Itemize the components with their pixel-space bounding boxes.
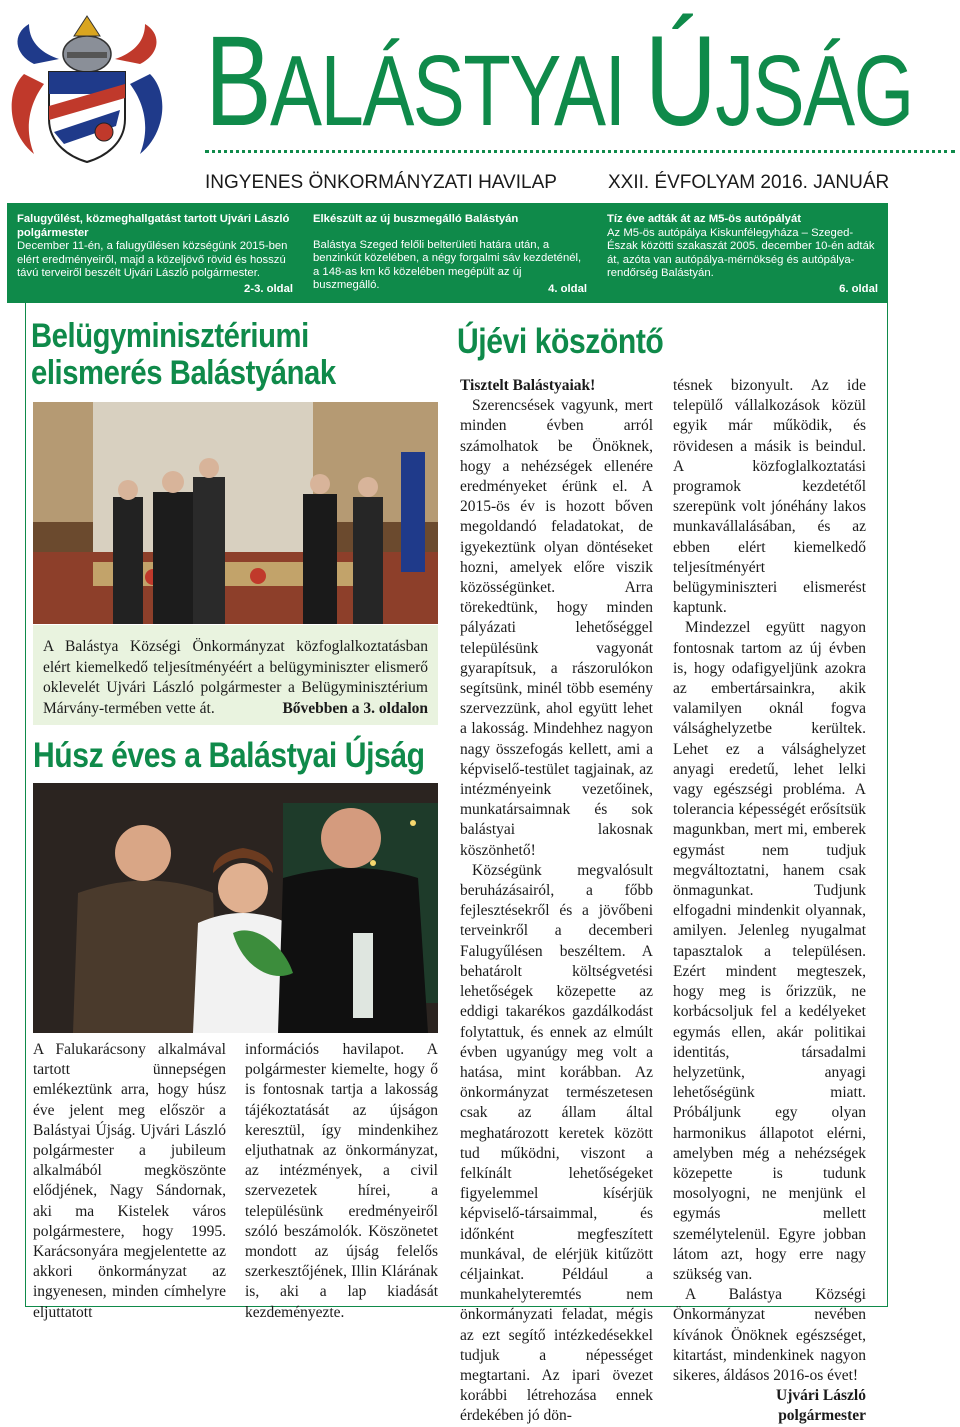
headline-new-year: Újévi köszöntő (457, 322, 664, 361)
subtitle: INGYENES ÖNKORMÁNYZATI HAVILAP (205, 172, 557, 193)
signature-name: Ujvári László (776, 1387, 866, 1405)
paragraph: A Balástya Községi Önkormányzat nevében kívánok Önöknek egészséget, kitartást, mindenkinek nagyon sikeres, áldásos 2016-os évet! (673, 1286, 866, 1384)
paragraph: tésnek bizonyult. Az ide települő vállalkozások közül egyik már működik, és rövidesen a másik is beindul. A közfoglalkoztatási programok kezdetétől szerepünk volt jónéhány lakos munkavállalásában, és az ebben elért kiemelkedő teljesítményért belügyminiszteri elismerést kaptunk. (673, 377, 866, 617)
teaser-page: 6. oldal (839, 282, 878, 295)
teaser-title: Elkészült az új buszmegálló Balástyán (313, 213, 519, 225)
headline-ministry-award: Belügyminisztériumi elismerés Balástyának (31, 317, 336, 392)
paragraph: Szerencsések vagyunk, mert minden évben arról számolhatok be Önöknek, hogy a nehézségek ellenére eredményeket érünk el. A 2015-ös év is hozott bőven megoldandó feladatokat, de igyekeztünk olyan döntéseket hozni, amelyek előre viszik közösségünket. Arra törekedtünk, hogy minden pályázati lehetőséggel településünk vagyonát gyarapítsuk, a rászorulókon segítsünk, minél több esemény szervezzünk, ahol együtt lehet a lakosság. Mindehhez nagyon nagy összefogás kellett, ami a képviselő-testület tagjainak, az intézményeink vezetőinek, munkatársaimnak és sok balástyai lakosnak köszönhető! (460, 397, 653, 859)
article-column (673, 376, 866, 1427)
teaser-box[interactable] (597, 203, 888, 303)
signature-title: polgármester (778, 1407, 866, 1425)
coat-of-arms-icon (4, 14, 170, 164)
teaser-page: 2-3. oldal (244, 282, 293, 295)
paragraph: Községünk megvalósult beruházásairól, a főbb fejlesztésekről és a jövőbeni terveinkről a decemberi Falugyűlésen beszéltem. A behatárolt költségvetési lehetőségek közepette az eddigi takarékos gazdálkodást folytattuk, és ennek az elmúlt évben ugyanúgy meg volt a hatása, mint korábban. Az önkormányzat természetesen csak az állam által meghatározott keretek között tud működni, viszont a felkínált lehetőségeket figyelemmel kísérjük képviselő-társaimmal, és időnként megfeszített munkával, de elérjük kitűzött céljainkat. Például a munkahelyteremtés nem önkormányzati feladat, mégis az ezt segítő intézkedésekkel tudjuk a népességet megtartani. Az ipari övezet korábbi létrehozása ennek érdekében jó dön- (460, 861, 653, 1425)
issue-volume: XXII. ÉVFOLYAM 2016. JANUÁR (608, 172, 890, 193)
read-more-link[interactable]: Bővebben a 3. oldalon (282, 699, 428, 717)
photo-caption (33, 625, 438, 725)
teaser-body: Balástya Szeged felőli belterületi határa után, a benzinkút közelében, a négy forgalmi sáv kezdeténél, a 148-as km kő közelében megépült az új buszmegálló. (313, 238, 582, 291)
teaser-box[interactable] (7, 203, 303, 303)
teaser-box[interactable] (303, 203, 597, 303)
teaser-title: Tíz éve adták át az M5-ös autópályát (607, 213, 801, 225)
ceremony-photo-icon (33, 402, 438, 624)
title-divider (205, 150, 955, 153)
caption-text: A Balástya Községi Önkormányzat közfoglalkoztatásban elért kiemelkedő teljesítményéért a belügyminiszter elismerő oklevelét Ujvári László polgármester a Belügyminisztérium Márvány-termében vette át. (43, 638, 428, 717)
greeting: Tisztelt Balástyaiak! (460, 377, 596, 394)
newspaper-title: BALÁSTYAI ÚJSÁG (205, 10, 913, 153)
teaser-title: Falugyűlést, közmeghallgatást tartott Ujvári László polgármester (17, 213, 290, 239)
paragraph: Mindezzel együtt nagyon fontosnak tartom az új évben is, hogy odafigyeljünk azokra az embertársainkra, akik valamilyen oknál fogva válsághelyzetbe kerültek. Lehet ez a válsághelyzet anyagi eredetű, lehet lelki vagy egészségi probléma. A tolerancia képességét erősítsük magunkban, mert mi, emberek egymást nem tudjuk megváltoztatni, hanem csak önmagunkat. Tudjunk elfogadni mindenkit olyannak, amilyen. Jelenleg nyugalmat tapasztalok a településen. Ezért mindent megteszek, hogy meg is őrizzük, ne korbácsoljuk fel a kedélyeket egymás ellen, akár politikai identitás, társadalmi helyzetünk, anyagi lehetőségünk miatt. Próbáljunk egy olyan harmonikus állapotot elérni, amelyben még a nehézségek közepette is tudunk mosolyogni, ne menjünk el egymás mellett személytelenül. Egyre jobban látom azt, hogy erre nagy szükség van. (673, 619, 866, 1283)
article-column (460, 376, 653, 1427)
article-column: információs havilapot. A polgármester kiemelte, hogy ő is fontosnak tartja a lakosság tájékoztatását az újságon keresztül, így mindenkihez eljuthatnak az önkormányzat, az intézmények, a civil szervezetek hírei, a településünk eredményeiről szóló beszámolók. Köszönetet mondott az újság felelős szerkesztőjének, Illin Klárának is, aki a lap kiadását kezdeményezte. (245, 1041, 438, 1321)
teaser-body: Az M5-ös autópálya Kiskunfélegyháza – Szeged-Észak közötti szakaszát 2005. december 10-én adták át, azóta van autópálya-mérnökség és autópálya-rendőrség Balástyán. (607, 226, 875, 279)
teaser-page: 4. oldal (548, 282, 587, 295)
headline-anniversary: Húsz éves a Balástyai Újság (33, 736, 425, 775)
teaser-body: December 11-én, a falugyűlésen községünk 2015-ben elért eredményeiről, majd a közeljövő rövid és hosszú távú terveiről beszélt Ujvári László polgármester. (17, 240, 288, 279)
article-column: A Falukarácsony alkalmával tartott ünnepségen emlékeztünk arra, hogy húsz éve jelent meg először a Balástyai Újság. Ujvári László polgármester a jubileum alkalmából megköszönte elődjének, Nagy Sándornak, aki ma Kistelek város polgármestere, hogy 1995. Karácsonyára megjelentette az akkori önkormányzat az ingyenesen, minden címhelyre eljuttatott (33, 1041, 226, 1321)
anniversary-photo-icon (33, 783, 438, 1033)
